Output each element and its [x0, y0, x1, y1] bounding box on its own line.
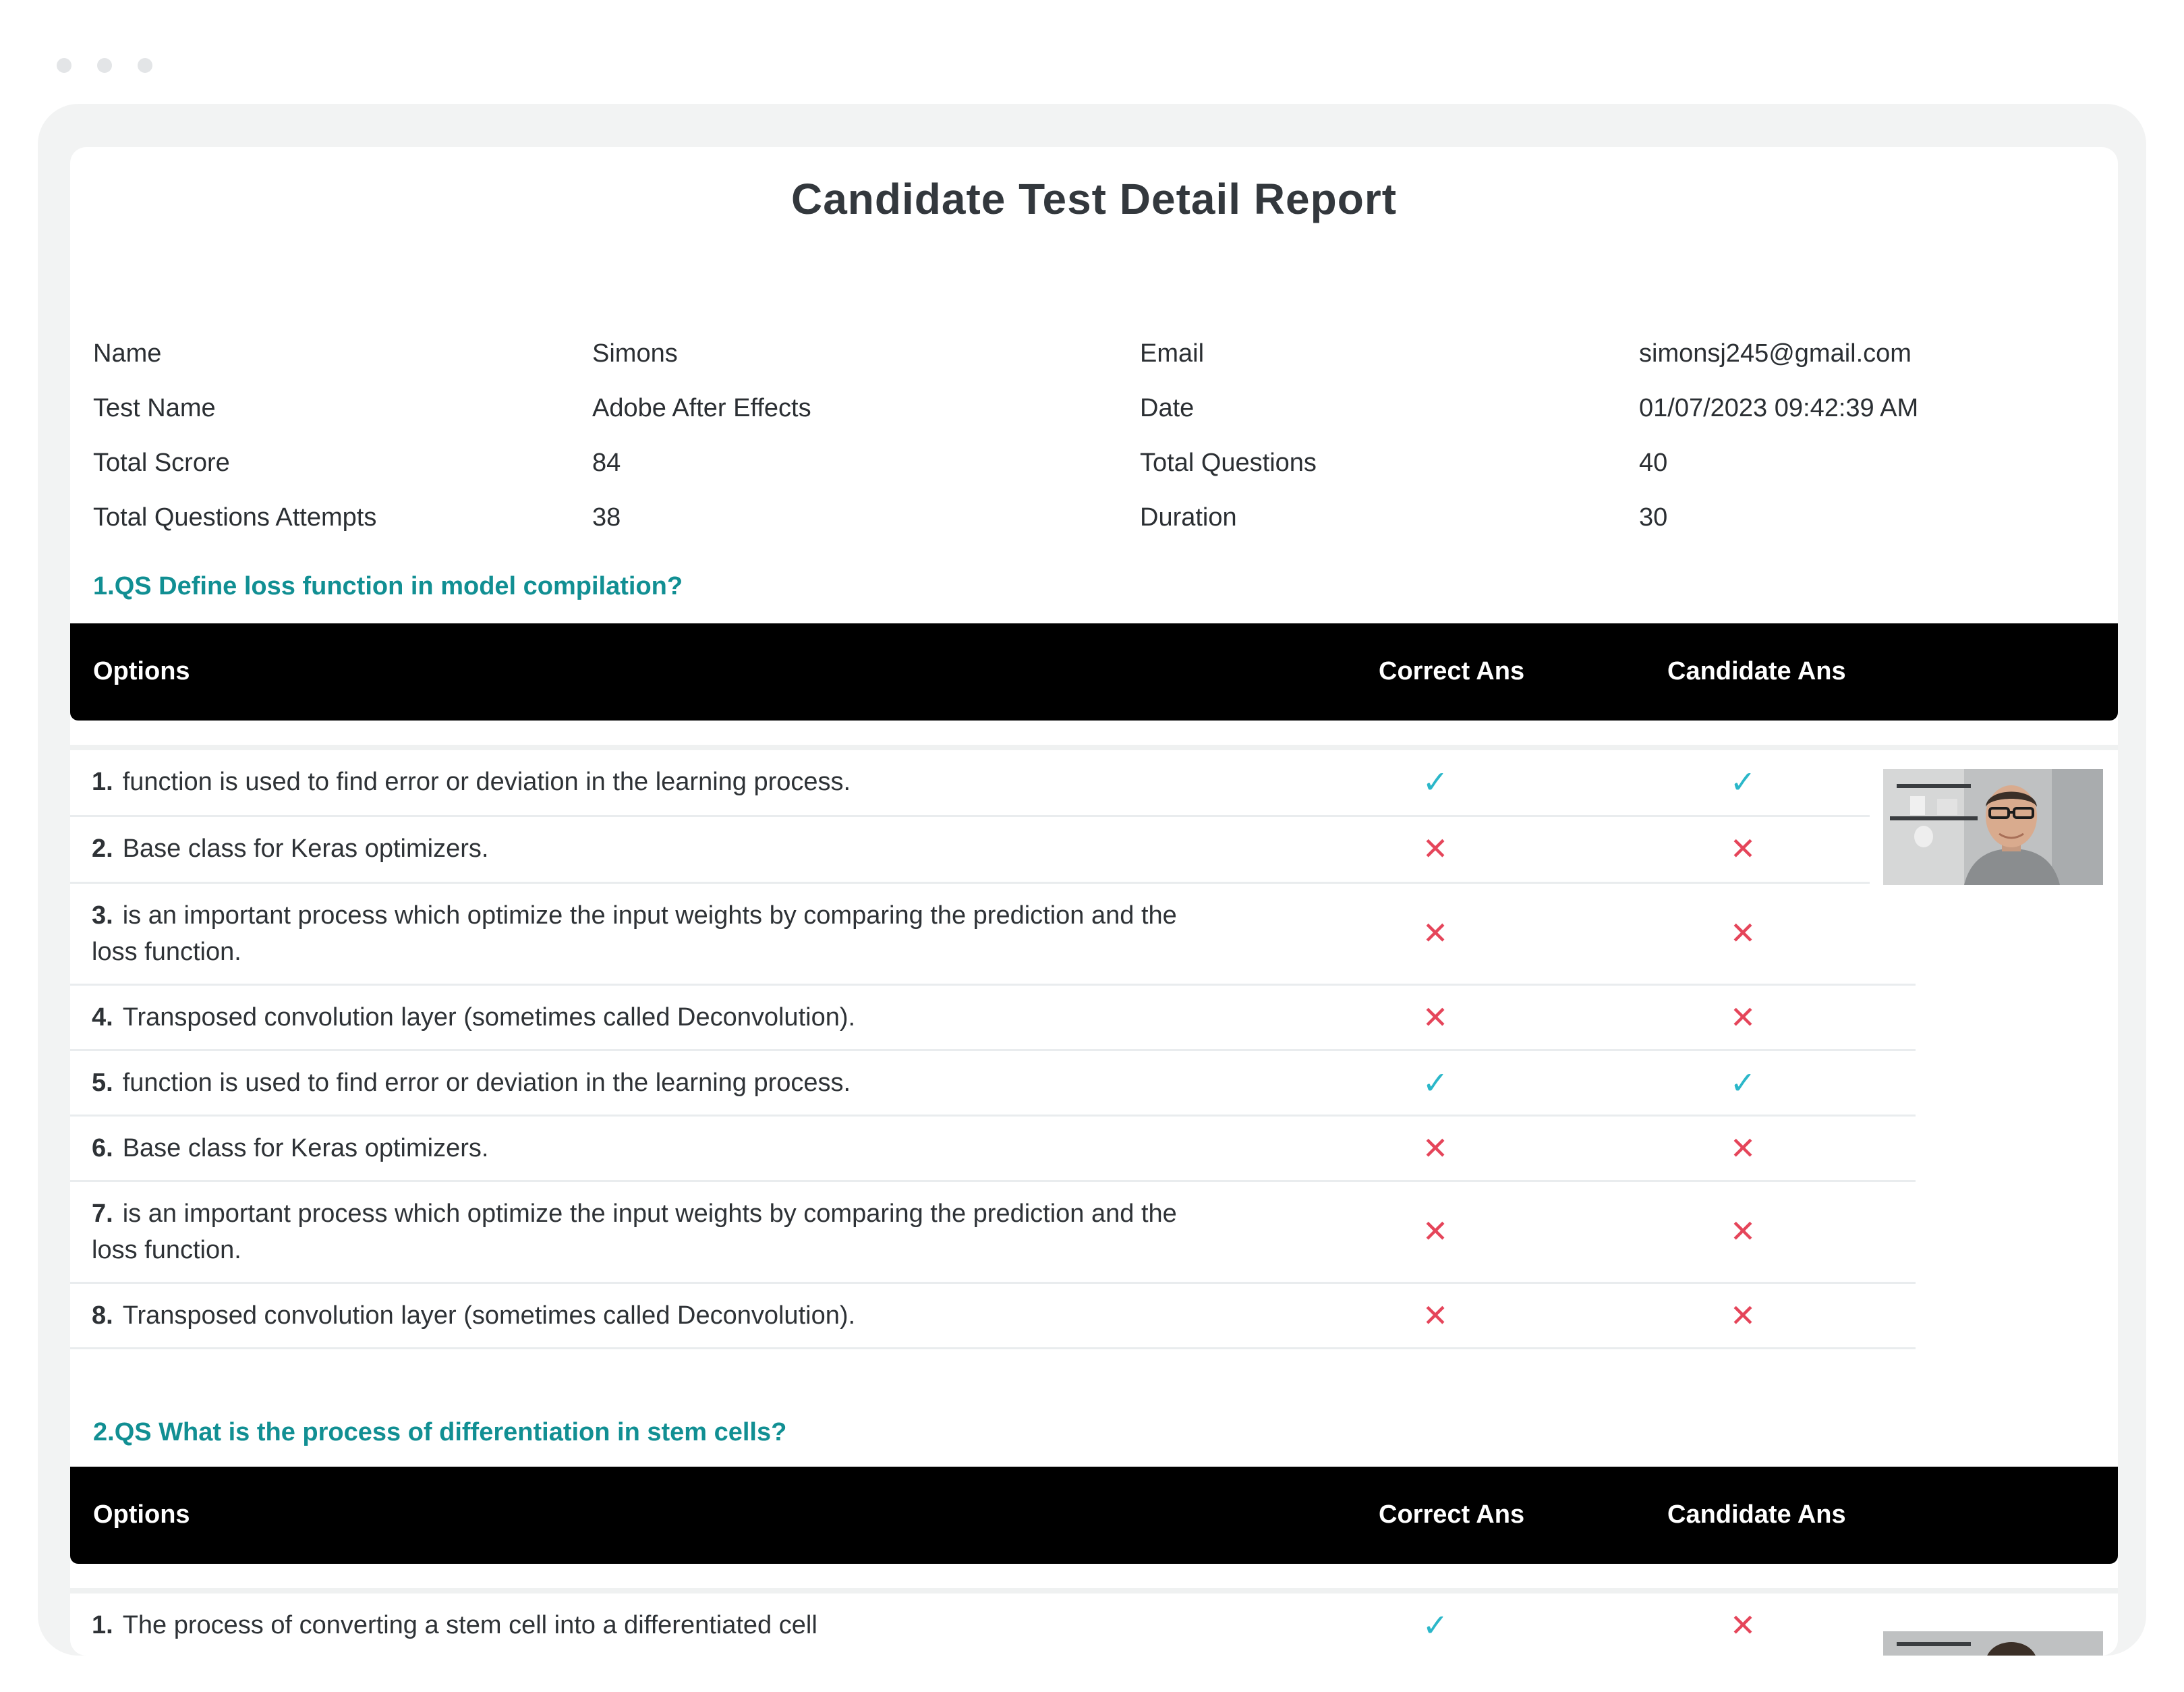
option-text: 1. function is used to find error or deviation in the learning process.: [92, 768, 851, 796]
table-row: [70, 884, 1916, 986]
table-row: [70, 750, 1870, 817]
correct-cross-icon: ✕: [1422, 915, 1449, 951]
candidate-cross-icon: ✕: [1729, 1298, 1756, 1333]
window-controls: [57, 58, 152, 73]
option-text: 6. Base class for Keras optimizers.: [92, 1134, 489, 1162]
question-2-table-header: [70, 1467, 2118, 1564]
question-1-text: Define loss function in model compilation?: [159, 572, 683, 600]
question-2-text: What is the process of differentiation in stem cells?: [159, 1418, 787, 1446]
question-2-prefix: 2.QS: [93, 1418, 152, 1446]
window-dot-close[interactable]: [57, 58, 71, 73]
test-name-value: Adobe After Effects: [592, 394, 811, 422]
table-row: [70, 1284, 1916, 1349]
correct-cross-icon: ✕: [1422, 831, 1449, 866]
candidate-webcam-snapshot[interactable]: [1883, 1631, 2103, 1656]
page-title: Candidate Test Detail Report: [791, 175, 1398, 223]
table-row: [70, 1182, 1916, 1284]
candidate-webcam-snapshot[interactable]: [1883, 769, 2103, 885]
name-label: Name: [93, 339, 162, 368]
option-text: 8. Transposed convolution layer (sometimes called Deconvolution).: [92, 1301, 856, 1330]
question-1-table-header: [70, 623, 2118, 721]
duration-label: Duration: [1140, 503, 1237, 532]
question-1-prefix: 1.QS: [93, 572, 152, 600]
duration-value: 30: [1639, 503, 1668, 532]
webcam-image: [1883, 769, 2103, 885]
table-top-divider: [70, 1588, 2118, 1594]
candidate-cross-icon: ✕: [1729, 1131, 1756, 1166]
window-dot-minimize[interactable]: [97, 58, 112, 73]
correct-cross-icon: ✕: [1422, 1298, 1449, 1333]
date-label: Date: [1140, 394, 1195, 422]
option-text: 1. The process of converting a stem cell into a differentiated cell: [92, 1611, 817, 1639]
table-row: [70, 986, 1916, 1051]
email-label: Email: [1140, 339, 1205, 368]
candidate-cross-icon: ✕: [1729, 831, 1756, 866]
option-text: 7. is an important process which optimize the input weights by comparing the prediction and the loss function.: [92, 1200, 1177, 1264]
candidate-cross-icon: ✕: [1729, 915, 1756, 951]
table-row: [70, 1594, 1870, 1656]
total-score-label: Total Scrore: [93, 449, 230, 477]
total-score-value: 84: [592, 449, 621, 477]
table-row: [70, 1051, 1916, 1117]
option-text: 4. Transposed convolution layer (sometimes called Deconvolution).: [92, 1003, 856, 1032]
report-page: [70, 147, 2118, 1656]
header-options: Options: [93, 1500, 190, 1529]
correct-cross-icon: ✕: [1422, 1000, 1449, 1035]
correct-check-icon: ✓: [1422, 1065, 1449, 1100]
question-1-title: [93, 572, 683, 601]
email-value: simonsj245@gmail.com: [1639, 339, 1912, 368]
table-row: [70, 817, 1870, 884]
candidate-cross-icon: ✕: [1729, 1214, 1756, 1249]
header-correct-ans: Correct Ans: [1379, 657, 1525, 685]
webcam-image: [1883, 1631, 2103, 1656]
test-name-label: Test Name: [93, 394, 216, 422]
correct-check-icon: ✓: [1422, 1608, 1449, 1643]
table-row: [70, 1117, 1916, 1182]
header-candidate-ans: Candidate Ans: [1667, 657, 1846, 685]
correct-cross-icon: ✕: [1422, 1214, 1449, 1249]
attempts-value: 38: [592, 503, 621, 532]
name-value: Simons: [592, 339, 678, 368]
correct-cross-icon: ✕: [1422, 1131, 1449, 1166]
option-text: 3. is an important process which optimize the input weights by comparing the prediction and the loss function.: [92, 901, 1177, 966]
option-text: 5. function is used to find error or deviation in the learning process.: [92, 1069, 851, 1097]
table-top-divider: [70, 745, 2118, 750]
candidate-check-icon: ✓: [1729, 1065, 1756, 1100]
header-options: Options: [93, 657, 190, 685]
header-candidate-ans: Candidate Ans: [1667, 1500, 1846, 1529]
candidate-check-icon: ✓: [1729, 764, 1756, 799]
header-correct-ans: Correct Ans: [1379, 1500, 1525, 1529]
candidate-cross-icon: ✕: [1729, 1608, 1756, 1643]
correct-check-icon: ✓: [1422, 764, 1449, 799]
question-2-title: [93, 1418, 786, 1447]
attempts-label: Total Questions Attempts: [93, 503, 377, 532]
date-value: 01/07/2023 09:42:39 AM: [1639, 394, 1919, 422]
total-questions-value: 40: [1639, 449, 1668, 477]
window-dot-maximize[interactable]: [138, 58, 152, 73]
candidate-cross-icon: ✕: [1729, 1000, 1756, 1035]
total-questions-label: Total Questions: [1140, 449, 1317, 477]
option-text: 2. Base class for Keras optimizers.: [92, 835, 489, 863]
